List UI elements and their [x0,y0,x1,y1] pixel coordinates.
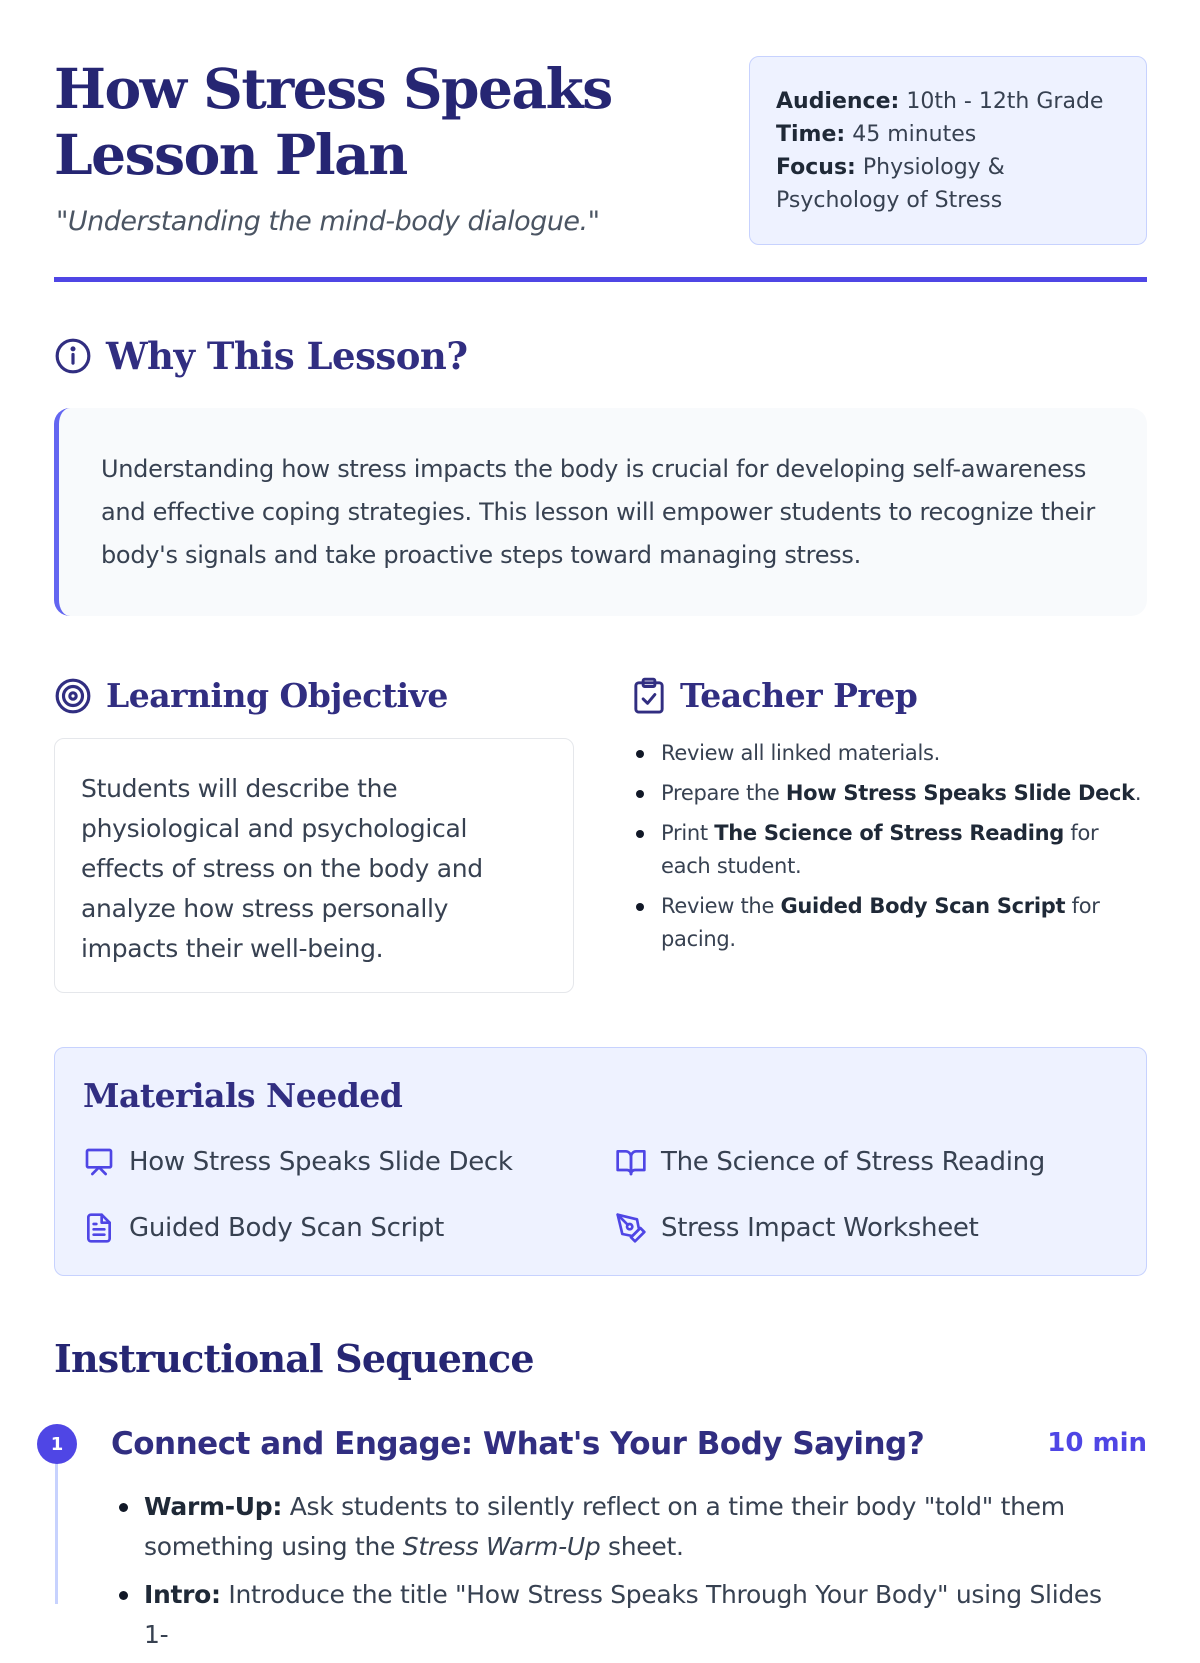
bullet-text: Introduce the title "How Stress Speaks Through Your Body" using Slides 1- [144,1580,1102,1649]
time-label: Time: [776,122,846,147]
title-line-2: Lesson Plan [54,122,407,187]
bullet-text: sheet. [600,1532,684,1561]
bullet-label: Warm-Up: [144,1492,283,1521]
prep-item-text: for pacing. [661,894,1100,951]
prep-item-text: Review all linked materials. [661,741,940,765]
timeline-line [55,1444,58,1604]
list-item [632,890,1152,956]
bullet-italic: Stress Warm-Up [402,1532,601,1561]
focus-label: Focus: [776,155,856,180]
tagline: "Understanding the mind-body dialogue." [56,206,600,237]
why-section-heading [54,334,468,378]
time-value: 45 minutes [852,122,977,147]
why-title: Why This Lesson? [106,334,468,378]
prep-item-bold: The Science of Stress Reading [714,821,1065,845]
step-title: Connect and Engage: What's Your Body Saying? [111,1426,925,1462]
info-circle-icon [54,337,92,375]
objective-body: Students will describe the physiological and psychological effects of stress on the body and analyze how stress personally impacts their well-being. [81,774,483,963]
audience-row [776,85,1120,118]
list-item [115,1487,1115,1567]
audience-label: Audience: [776,89,900,114]
bullet-text: Ask students to silently reflect on a time their body "told" them something using the [144,1492,1065,1561]
material-label: Guided Body Scan Script [129,1213,445,1243]
title-line-1: How Stress Speaks [54,56,612,121]
materials-panel [54,1047,1147,1276]
material-item[interactable] [615,1146,1045,1178]
step-bullets [115,1487,1115,1663]
material-label: How Stress Speaks Slide Deck [129,1147,513,1177]
prep-section-heading [632,676,917,715]
time-row [776,118,1120,151]
material-label: Stress Impact Worksheet [661,1213,979,1243]
prep-item-text: . [1134,781,1142,805]
objective-card [54,738,574,993]
presentation-icon [83,1146,115,1178]
pen-tool-icon [615,1212,647,1244]
list-item [632,737,1152,770]
target-icon [54,677,92,715]
material-label: The Science of Stress Reading [661,1147,1046,1177]
objective-section-heading [54,676,448,715]
objective-title: Learning Objective [106,676,448,715]
prep-list [632,737,1152,963]
list-item [115,1575,1115,1655]
list-item [632,817,1152,883]
focus-value: Physiology & Psychology of Stress [776,155,1005,213]
prep-item-text: Prepare the [661,781,786,805]
why-body: Understanding how stress impacts the body is crucial for developing self-awareness and effective coping strategies. This lesson will empower students to recognize their body's signals and take proactive steps toward managing stress. [101,455,1095,569]
lesson-header [54,56,1147,282]
why-callout [54,408,1147,616]
focus-row [776,151,1120,217]
prep-item-bold: Guided Body Scan Script [780,894,1066,918]
prep-item-bold: How Stress Speaks Slide Deck [785,781,1135,805]
clipboard-check-icon [632,677,666,715]
prep-item-text: for each student. [661,821,1099,878]
prep-title: Teacher Prep [680,676,918,715]
material-item[interactable] [615,1212,979,1244]
book-open-icon [615,1146,647,1178]
document-icon [83,1212,115,1244]
prep-item-text: Review the [661,894,781,918]
bullet-label: Intro: [144,1580,221,1609]
audience-value: 10th - 12th Grade [906,89,1104,114]
sequence-title: Instructional Sequence [54,1336,534,1381]
materials-title: Materials Needed [83,1076,403,1115]
step-number-badge: 1 [37,1424,77,1464]
material-item[interactable] [83,1146,513,1178]
prep-item-text: Print [661,821,715,845]
lesson-meta-box [749,56,1147,245]
step-duration: 10 min [1047,1428,1147,1458]
material-item[interactable] [83,1212,444,1244]
list-item [632,777,1152,810]
